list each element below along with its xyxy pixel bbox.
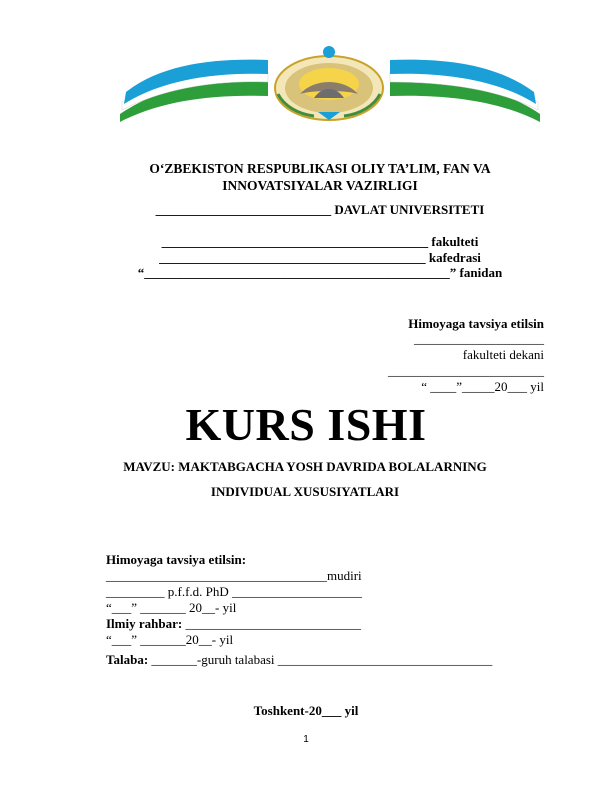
supervisor-row: [106, 616, 361, 632]
student-label: Talaba:: [106, 652, 149, 667]
ministry-title-line2: INNOVATSIYALAR VAZIRLIGI: [222, 178, 418, 193]
uzbekistan-emblem-flag-image: [118, 36, 542, 122]
department-line: _________________________________________ kafedrasi: [159, 250, 481, 265]
main-title: KURS ISHI: [185, 399, 427, 450]
topic-line2: INDIVIDUAL XUSUSIYATLARI: [210, 484, 400, 499]
student-line: _______-guruh talabasi _________________________________: [148, 652, 493, 667]
university-line: ___________________________ DAVLAT UNIVERSITETI: [155, 202, 485, 217]
phd-line: _________ p.f.f.d. PhD ____________________: [106, 584, 363, 599]
date-line-2: “___” _______20__- yil: [106, 632, 234, 647]
approval-top-title: Himoyaga tavsiya etilsin: [408, 316, 544, 331]
topic-line1: MAVZU: MAKTABGACHA YOSH DAVRIDA BOLALARNING: [123, 459, 487, 474]
student-row: [106, 652, 492, 668]
subject-line: “_______________________________________________” fanidan: [137, 265, 503, 280]
approval-bottom-title: Himoyaga tavsiya etilsin:: [106, 552, 247, 567]
supervisor-line: ___________________________: [182, 616, 361, 631]
emblem: [275, 46, 383, 120]
approval-top-line2: ________________________: [388, 363, 544, 378]
approval-top-signature-line: ____________________: [414, 331, 544, 346]
ministry-title: [100, 160, 540, 194]
right-flag: [390, 60, 540, 122]
page-number: 1: [303, 734, 309, 745]
faculty-line: _________________________________________ fakulteti: [161, 234, 479, 249]
ministry-title-line1: O‘ZBEKISTON RESPUBLIKASI OLIY TA’LIM, FAN VA: [149, 161, 491, 176]
dean-label: fakulteti dekani: [462, 347, 544, 362]
left-flag: [120, 60, 268, 122]
date-line-1: “___” _______ 20__- yil: [106, 600, 237, 615]
approval-top-date: “ ____”_____20___ yil: [421, 379, 544, 394]
city-year: Toshkent-20___ yil: [253, 703, 359, 718]
head-of-department-line: __________________________________mudiri: [106, 568, 362, 583]
supervisor-label: Ilmiy rahbar:: [106, 616, 183, 631]
